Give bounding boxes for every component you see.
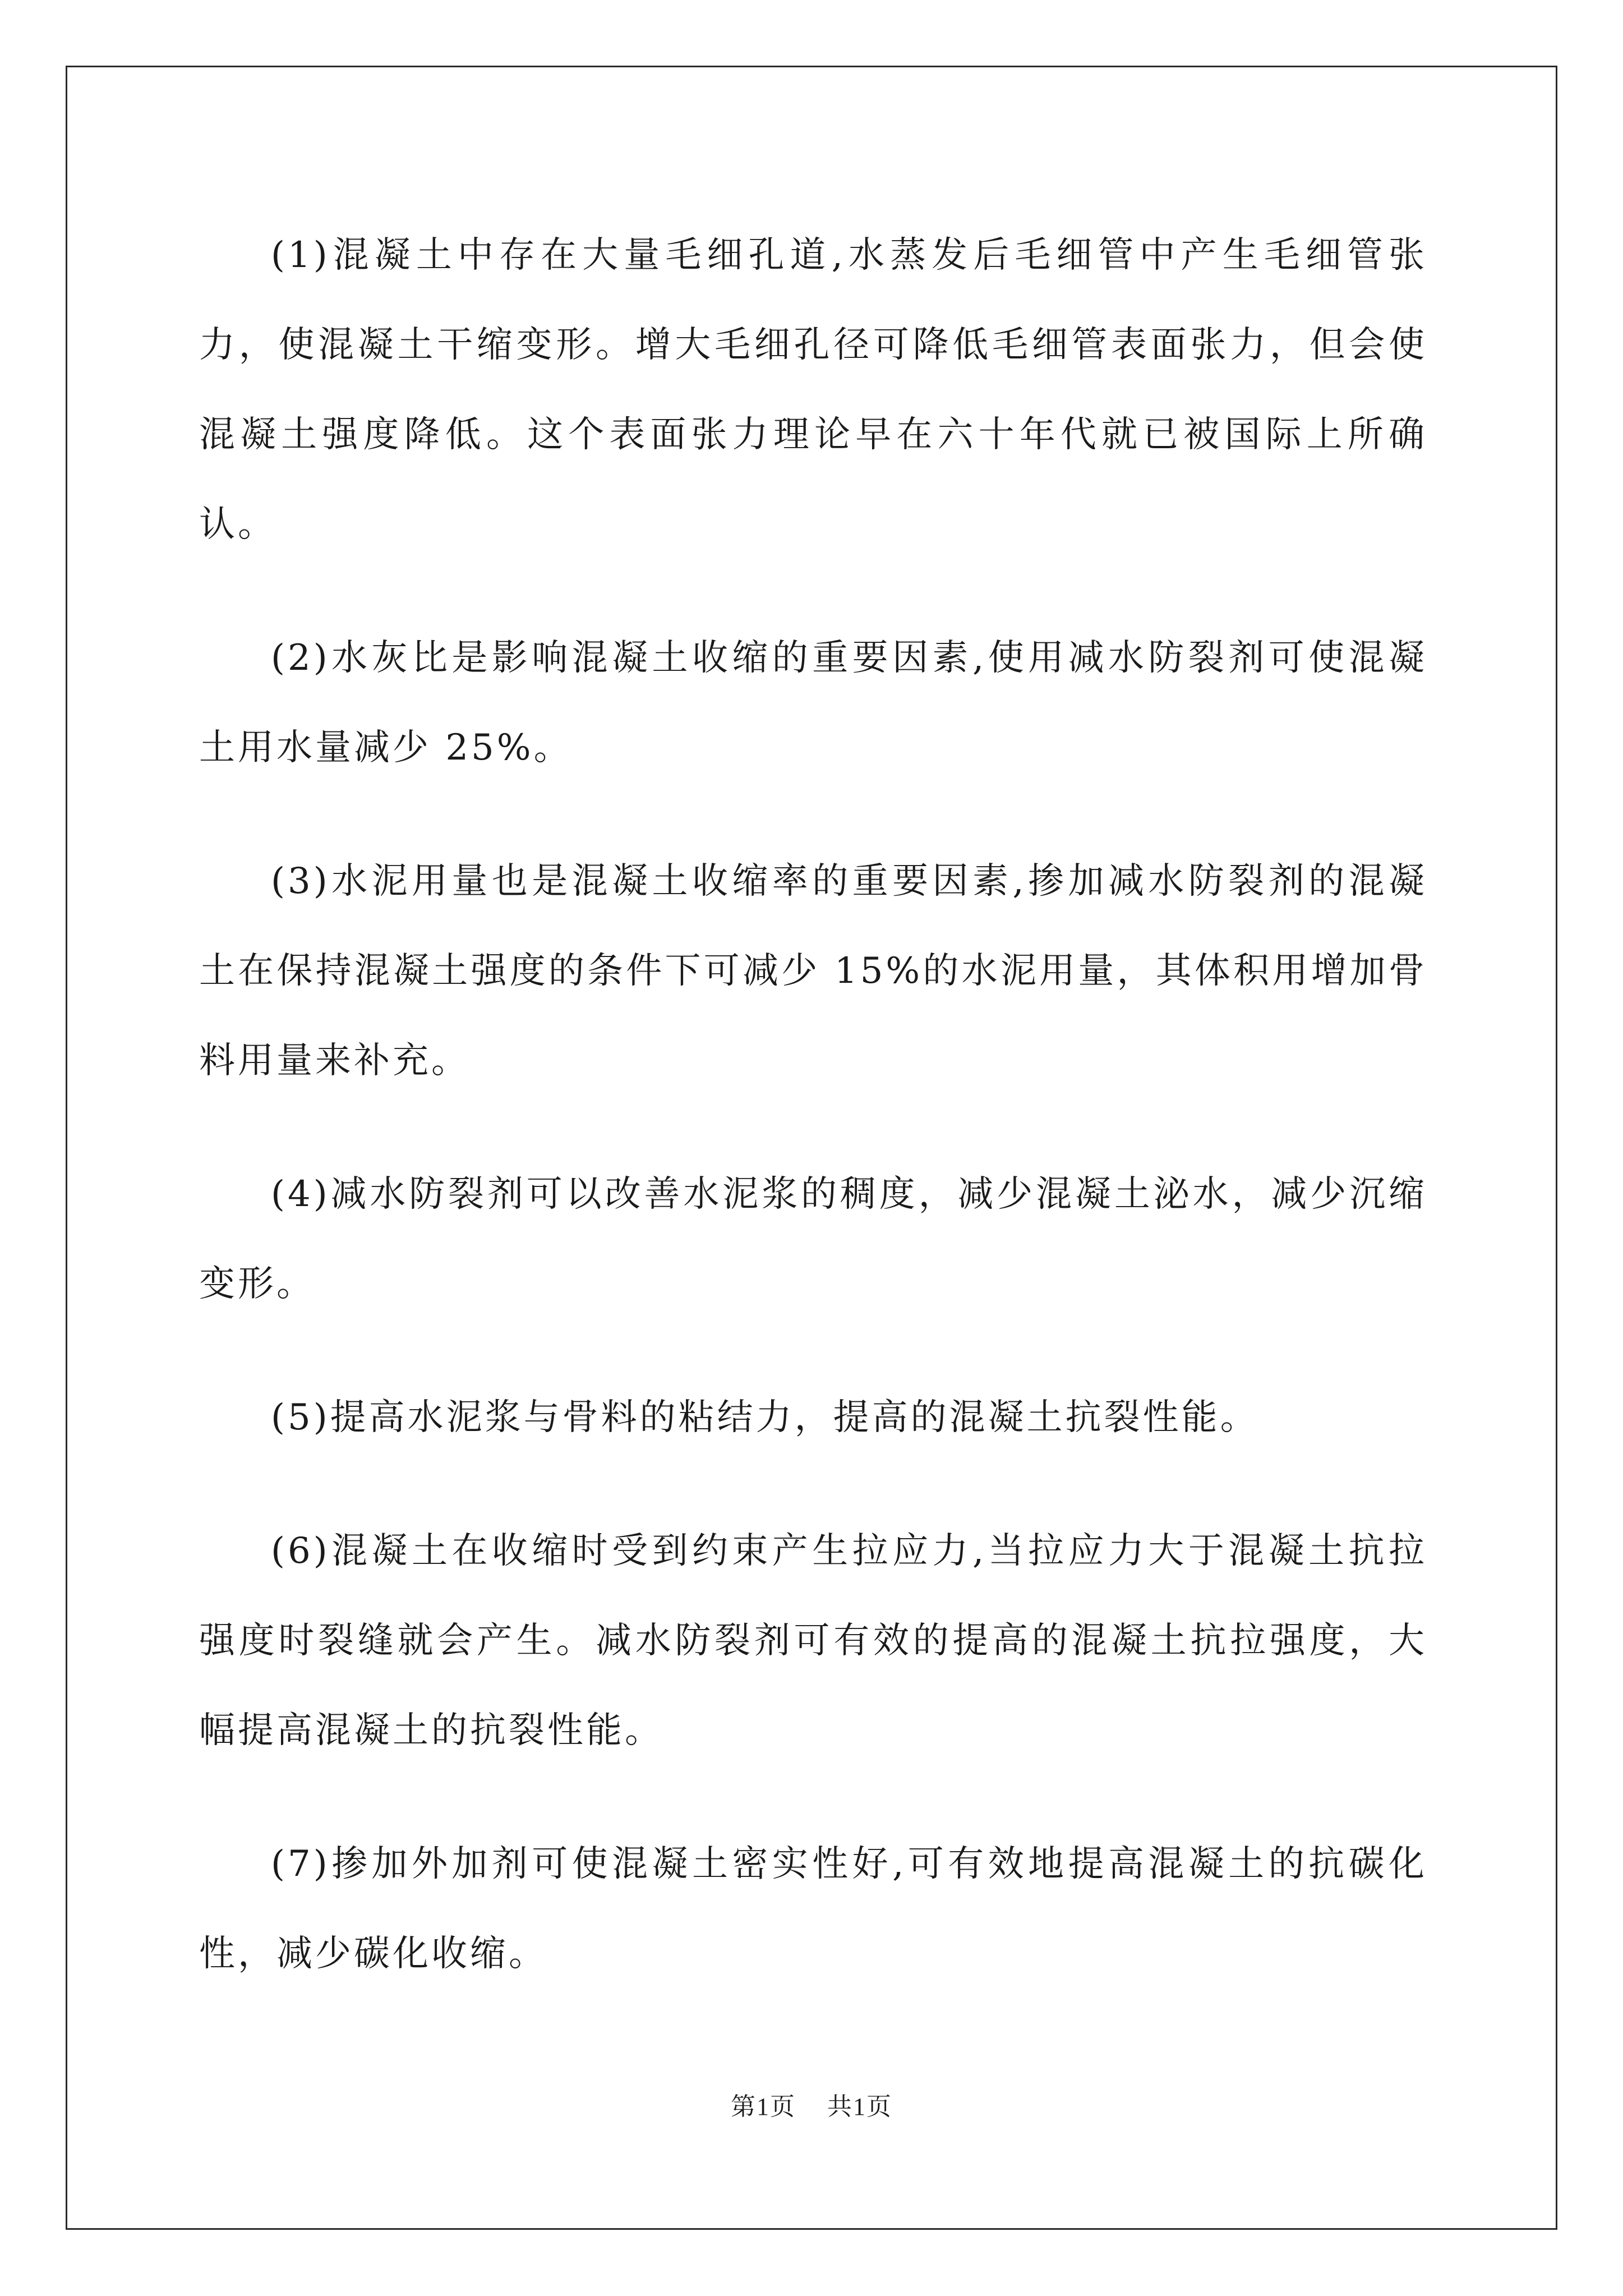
paragraph-2: (2)水灰比是影响混凝土收缩的重要因素,使用减水防裂剂可使混凝土用水量减少 25%。 (199, 637, 1427, 769)
total-pages-label: 共1页 (827, 2093, 892, 2120)
document-body (199, 210, 1427, 2042)
page-footer (0, 2090, 1623, 2124)
paragraph-5: (5)提高水泥浆与骨料的粘结力，提高的混凝土抗裂性能。 (271, 1397, 1259, 1438)
paragraph-6: (6)混凝土在收缩时受到约束产生拉应力,当拉应力大于混凝土抗拉强度时裂缝就会产生。减水防裂剂可有效的提高的混凝土抗拉强度，大幅提高混凝土的抗裂性能。 (199, 1530, 1427, 1751)
paragraph-3: (3)水泥用量也是混凝土收缩率的重要因素,掺加减水防裂剂的混凝土在保持混凝土强度的条件下可减少 15%的水泥用量，其体积用增加骨料用量来补充。 (199, 861, 1427, 1082)
paragraph-7: (7)掺加外加剂可使混凝土密实性好,可有效地提高混凝土的抗碳化性，减少碳化收缩。 (199, 1843, 1427, 1975)
paragraph-4: (4)减水防裂剂可以改善水泥浆的稠度，减少混凝土泌水，减少沉缩变形。 (199, 1174, 1427, 1305)
current-page-label: 第1页 (731, 2093, 796, 2120)
paragraph-1: (1)混凝土中存在大量毛细孔道,水蒸发后毛细管中产生毛细管张力，使混凝土干缩变形。增大毛细孔径可降低毛细管表面张力，但会使混凝土强度降低。这个表面张力理论早在六十年代就已被国际上所确认。 (199, 234, 1427, 545)
